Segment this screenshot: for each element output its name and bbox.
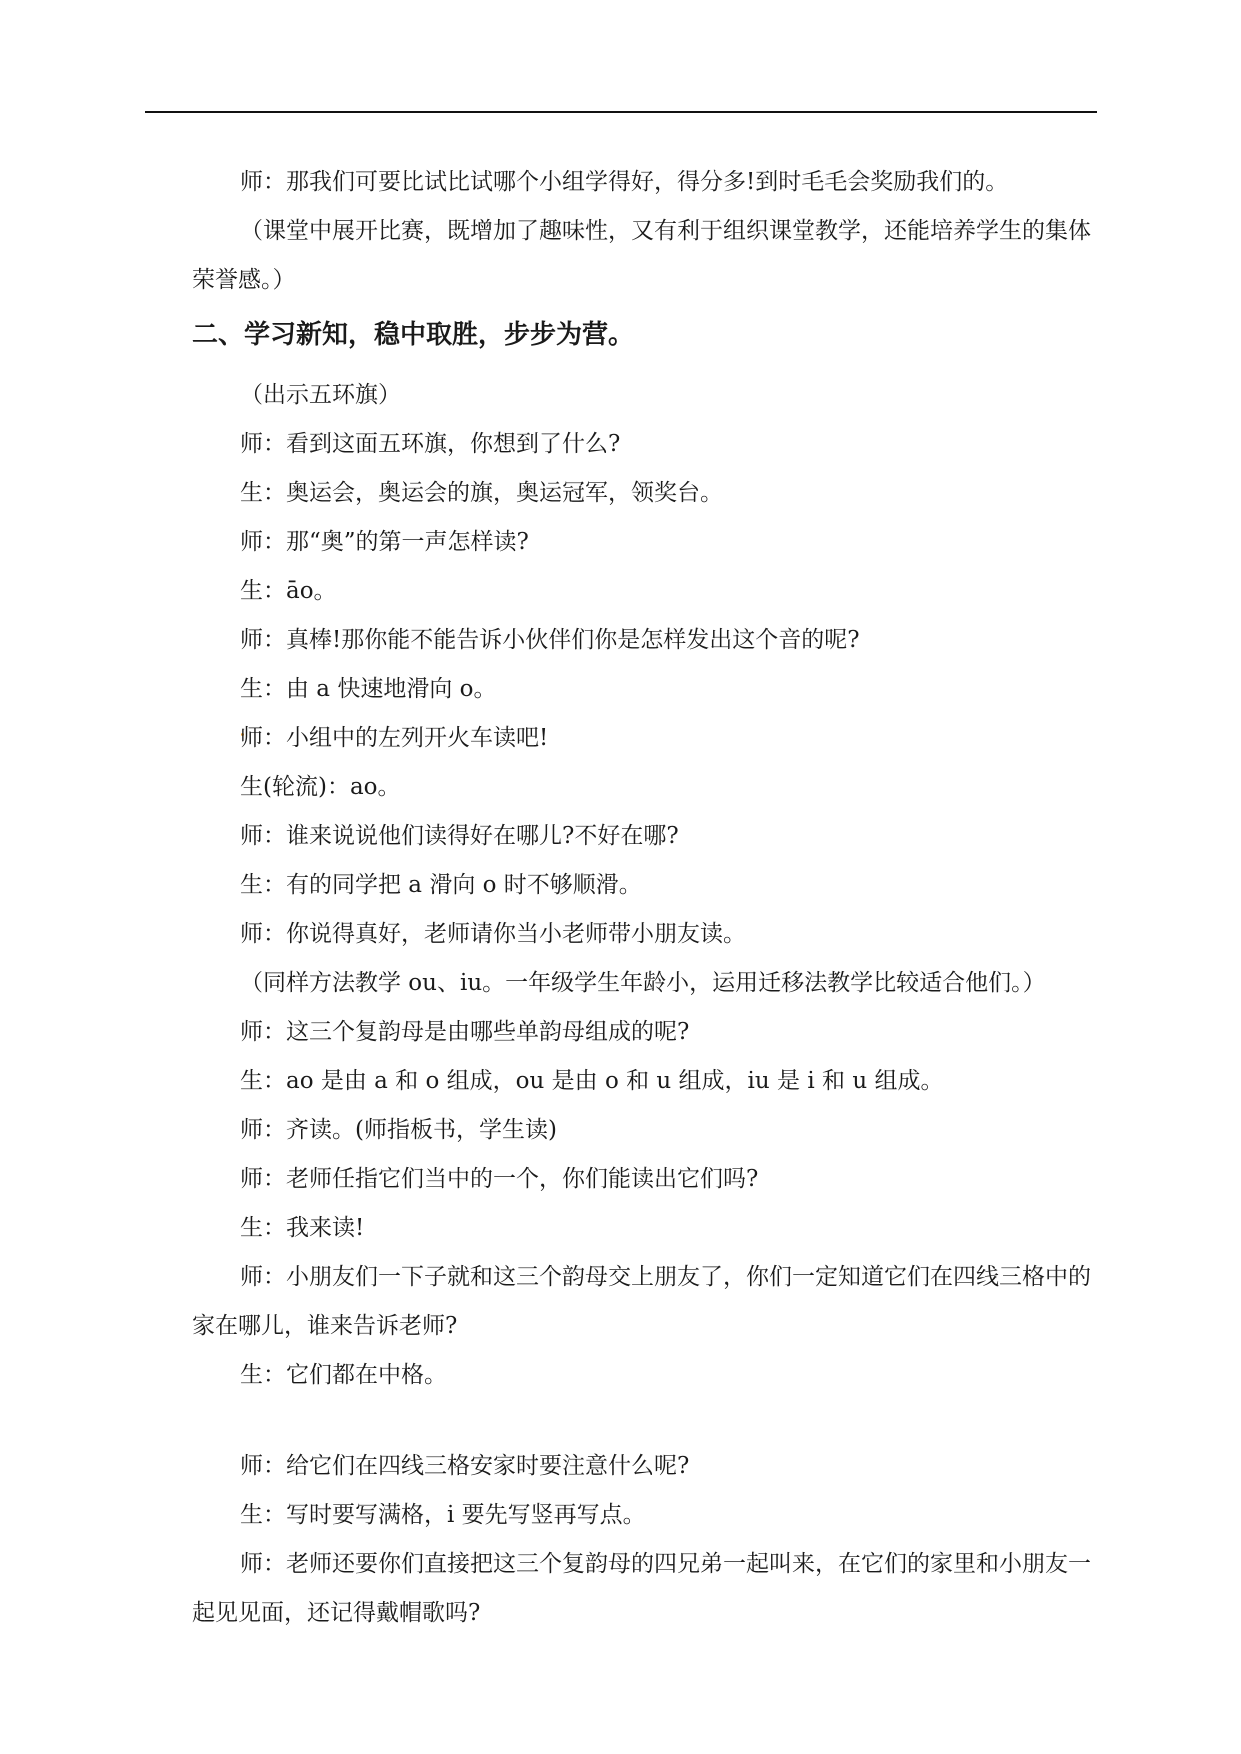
header-rule <box>145 111 1097 113</box>
body-paragraph: 师：给它们在四线三格安家时要注意什么呢? <box>240 1453 690 1479</box>
body-paragraph: 师：小朋友们一下子就和这三个韵母交上朋友了，你们一定知道它们在四线三格中的家在哪儿，谁来告诉老师? <box>192 1264 1091 1339</box>
body-paragraph: 生：写时要写满格，i 要先写竖再写点。 <box>240 1502 646 1528</box>
body-paragraph: 师：老师还要你们直接把这三个复韵母的四兄弟一起叫来，在它们的家里和小朋友一起见见面，还记得戴帽歌吗? <box>192 1551 1091 1626</box>
body-paragraph: 生：它们都在中格。 <box>240 1362 447 1388</box>
body-paragraph: 生：有的同学把 a 滑向 o 时不够顺滑。 <box>240 872 642 898</box>
body-paragraph: 师：那我们可要比试比试哪个小组学得好，得分多!到时毛毛会奖励我们的。 <box>240 169 1009 195</box>
body-paragraph: （同样方法教学 ou、iu。一年级学生年龄小，运用迁移法教学比较适合他们。） <box>240 970 1046 996</box>
body-paragraph: 师：谁来说说他们读得好在哪儿?不好在哪? <box>240 823 679 849</box>
body-paragraph: 师：齐读。(师指板书，学生读) <box>240 1117 557 1143</box>
body-paragraph: 师：老师任指它们当中的一个，你们能读出它们吗? <box>240 1166 759 1192</box>
body-paragraph: 生：ao 是由 a 和 o 组成，ou 是由 o 和 u 组成，iu 是 i 和 u 组成。 <box>240 1068 944 1094</box>
section-heading: 二、学习新知，稳中取胜，步步为营。 <box>192 320 635 350</box>
body-paragraph: 师：那“奥”的第一声怎样读? <box>240 529 529 555</box>
body-paragraph: 生：āo。 <box>240 578 337 604</box>
body-paragraph: 师：你说得真好，老师请你当小老师带小朋友读。 <box>240 921 746 947</box>
body-paragraph: （课堂中展开比赛，既增加了趣味性，又有利于组织课堂教学，还能培养学生的集体荣誉感。） <box>192 218 1091 293</box>
body-paragraph: （出示五环旗） <box>240 382 401 408</box>
blank-line <box>192 1400 1097 1442</box>
body-paragraph: 师：小组中的左列开火车读吧! <box>240 725 549 751</box>
body-paragraph: 师：这三个复韵母是由哪些单韵母组成的呢? <box>240 1019 690 1045</box>
document-body <box>192 158 1097 1638</box>
body-paragraph: 师：真棒!那你能不能告诉小伙伴们你是怎样发出这个音的呢? <box>240 627 860 653</box>
body-paragraph: 生(轮流)：ao。 <box>240 774 401 800</box>
body-paragraph: 生：奥运会，奥运会的旗，奥运冠军，领奖台。 <box>240 480 723 506</box>
body-paragraph: 生：我来读! <box>240 1215 365 1241</box>
body-paragraph: 师：看到这面五环旗，你想到了什么? <box>240 431 621 457</box>
body-paragraph: 生：由 a 快速地滑向 o。 <box>240 676 497 702</box>
